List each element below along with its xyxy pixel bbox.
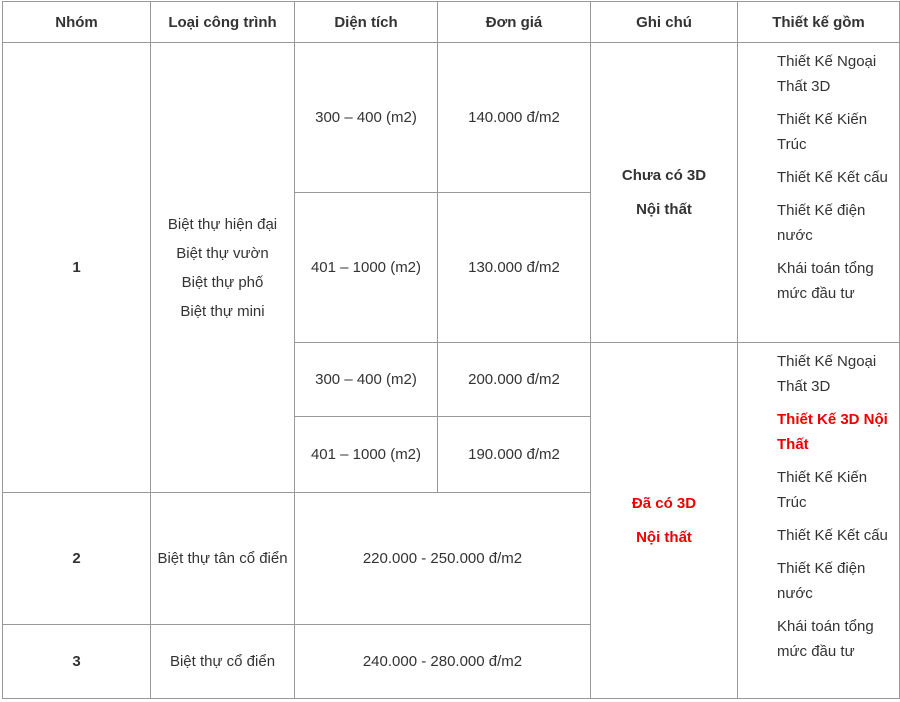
price-cell: 190.000 đ/m2 xyxy=(438,417,591,493)
price-cell: 130.000 đ/m2 xyxy=(438,193,591,343)
feature-item: Thiết Kế điện nước xyxy=(777,202,866,244)
area-cell: 401 – 1000 (m2) xyxy=(295,193,438,343)
features-list-a xyxy=(738,43,900,343)
note-line: Nội thất xyxy=(636,529,692,546)
header-building-type: Loại công trình xyxy=(151,2,295,43)
building-type: Biệt thự mini xyxy=(180,302,265,320)
note-line: Đã có 3D xyxy=(631,495,697,512)
price-cell: 200.000 đ/m2 xyxy=(438,343,591,417)
feature-item: Thiết Kế Kiến Trúc xyxy=(777,111,868,153)
header-row xyxy=(3,2,900,43)
building-type: Biệt thự hiện đại xyxy=(167,215,278,233)
feature-item: Khái toán tổng mức đầu tư xyxy=(777,260,874,302)
header-group: Nhóm xyxy=(3,2,151,43)
note-line: Nội thất xyxy=(636,201,692,218)
building-type: Biệt thự vườn xyxy=(176,244,269,262)
pricing-table xyxy=(2,1,900,699)
features-list-b xyxy=(738,343,900,699)
note-line: Chưa có 3D xyxy=(621,167,707,184)
feature-item: Thiết Kế Kết cấu xyxy=(777,527,888,544)
feature-item-highlight: Thiết Kế 3D Nội Thất xyxy=(777,411,888,453)
feature-item: Thiết Kế Ngoại Thất 3D xyxy=(777,353,877,395)
group-3-price-range: 240.000 - 280.000 đ/m2 xyxy=(295,625,591,699)
area-cell: 300 – 400 (m2) xyxy=(295,343,438,417)
price-cell: 140.000 đ/m2 xyxy=(438,43,591,193)
feature-item: Khái toán tổng mức đầu tư xyxy=(777,618,874,660)
group-2-price-range: 220.000 - 250.000 đ/m2 xyxy=(295,493,591,625)
feature-item: Thiết Kế Kết cấu xyxy=(777,169,888,186)
header-unit-price: Đơn giá xyxy=(438,2,591,43)
feature-item: Thiết Kế điện nước xyxy=(777,560,866,602)
group-2-label: 2 xyxy=(3,493,151,625)
note-with-3d xyxy=(591,343,738,699)
table-row xyxy=(3,43,900,193)
area-cell: 300 – 400 (m2) xyxy=(295,43,438,193)
group-2-building-type: Biệt thự tân cổ điển xyxy=(151,493,295,625)
header-design-includes: Thiết kế gồm xyxy=(738,2,900,43)
feature-item: Thiết Kế Kiến Trúc xyxy=(777,469,868,511)
feature-item: Thiết Kế Ngoại Thất 3D xyxy=(777,53,877,95)
building-type: Biệt thự phố xyxy=(181,273,264,291)
group-3-label: 3 xyxy=(3,625,151,699)
header-note: Ghi chú xyxy=(591,2,738,43)
area-cell: 401 – 1000 (m2) xyxy=(295,417,438,493)
group-3-building-type: Biệt thự cổ điển xyxy=(151,625,295,699)
group-1-building-types xyxy=(151,43,295,493)
group-1-label: 1 xyxy=(3,43,151,493)
header-area: Diện tích xyxy=(295,2,438,43)
note-without-3d xyxy=(591,43,738,343)
